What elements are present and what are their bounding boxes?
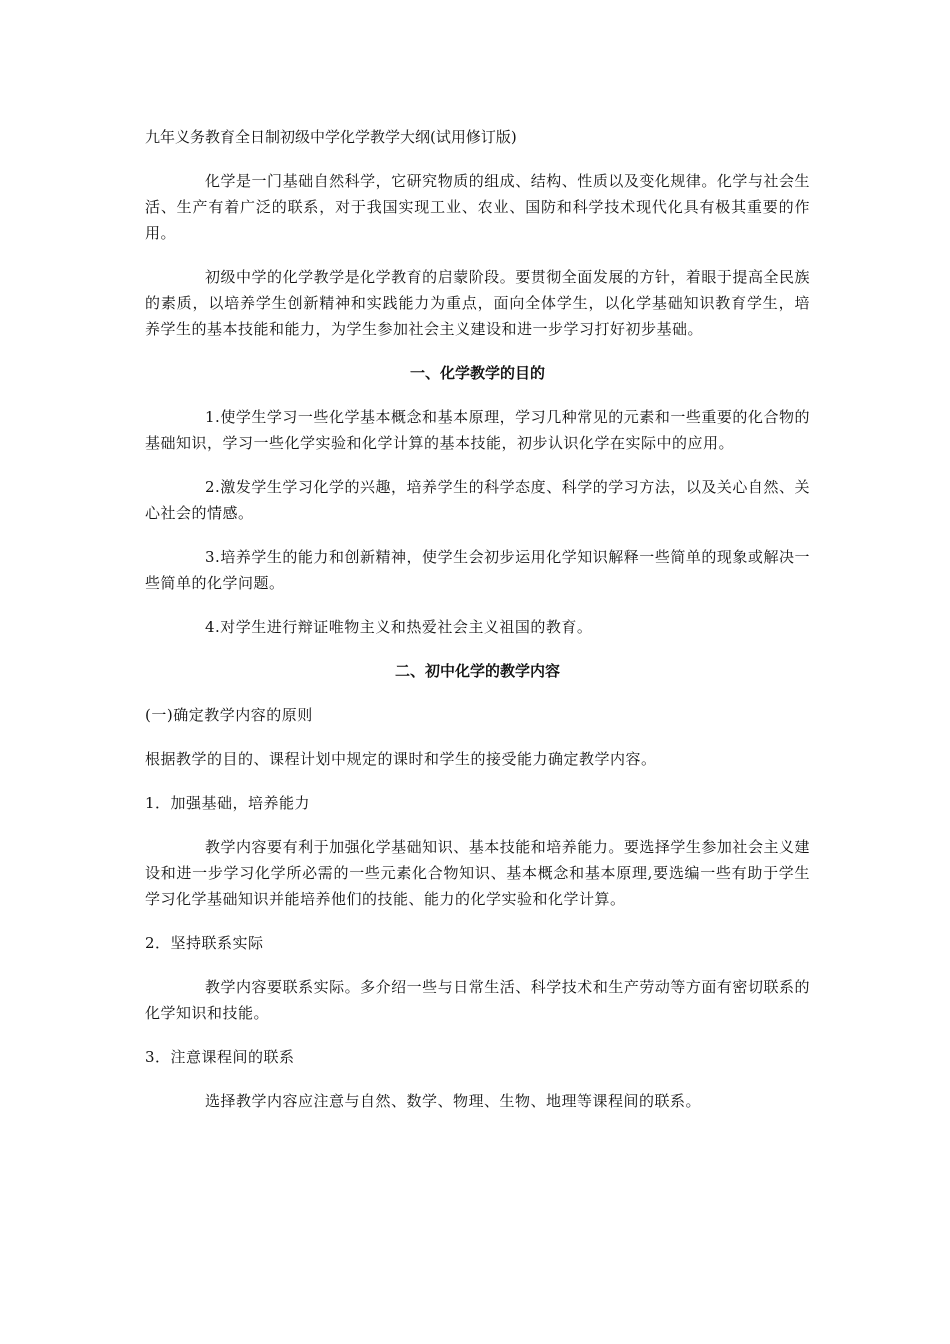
document-page xyxy=(145,124,810,1132)
point-label: 3．注意课程间的联系 xyxy=(145,1048,295,1066)
intro-paragraph: 化学是一门基础自然科学，它研究物质的组成、结构、性质以及变化规律。化学与社会生活、生产有着广泛的联系，对于我国实现工业、农业、国防和科学技术现代化具有极其重要的作用。 xyxy=(145,172,810,242)
lead-paragraph: 根据教学的目的、课程计划中规定的课时和学生的接受能力确定教学内容。 xyxy=(145,750,657,768)
point-label: 1．加强基础，培养能力 xyxy=(145,794,311,812)
objective-item: 4.对学生进行辩证唯物主义和热爱社会主义祖国的教育。 xyxy=(205,618,593,636)
objective-item: 3.培养学生的能力和创新精神，使学生会初步运用化学知识解释一些简单的现象或解决一些简单的化学问题。 xyxy=(145,548,810,592)
point-text: 教学内容要有利于加强化学基础知识、基本技能和培养能力。要选择学生参加社会主义建设和进一步学习化学所必需的一些元素化合物知识、基本概念和基本原理,要选编一些有助于学生学习化学基础知识并能培养他们的技能、能力的化学实验和化学计算。 xyxy=(145,838,810,908)
section-heading: 二、初中化学的教学内容 xyxy=(394,662,560,680)
objective-item: 2.激发学生学习化学的兴趣，培养学生的科学态度、科学的学习方法，以及关心自然、关心社会的情感。 xyxy=(145,478,810,522)
point-label: 2．坚持联系实际 xyxy=(145,934,264,952)
intro-paragraph: 初级中学的化学教学是化学教育的启蒙阶段。要贯彻全面发展的方针，着眼于提高全民族的素质，以培养学生创新精神和实践能力为重点，面向全体学生，以化学基础知识教育学生，培养学生的基本技能和能力，为学生参加社会主义建设和进一步学习打好初步基础。 xyxy=(145,268,810,338)
point-text: 教学内容要联系实际。多介绍一些与日常生活、科学技术和生产劳动等方面有密切联系的化学知识和技能。 xyxy=(145,978,810,1022)
subsection-heading: (一)确定教学内容的原则 xyxy=(145,706,313,724)
point-text: 选择教学内容应注意与自然、数学、物理、生物、地理等课程间的联系。 xyxy=(205,1092,702,1110)
section-heading: 一、化学教学的目的 xyxy=(409,364,545,382)
document-title: 九年义务教育全日制初级中学化学教学大纲(试用修订版) xyxy=(145,128,517,146)
objective-item: 1.使学生学习一些化学基本概念和基本原理，学习几种常见的元素和一些重要的化合物的基础知识，学习一些化学实验和化学计算的基本技能，初步认识化学在实际中的应用。 xyxy=(145,408,810,452)
